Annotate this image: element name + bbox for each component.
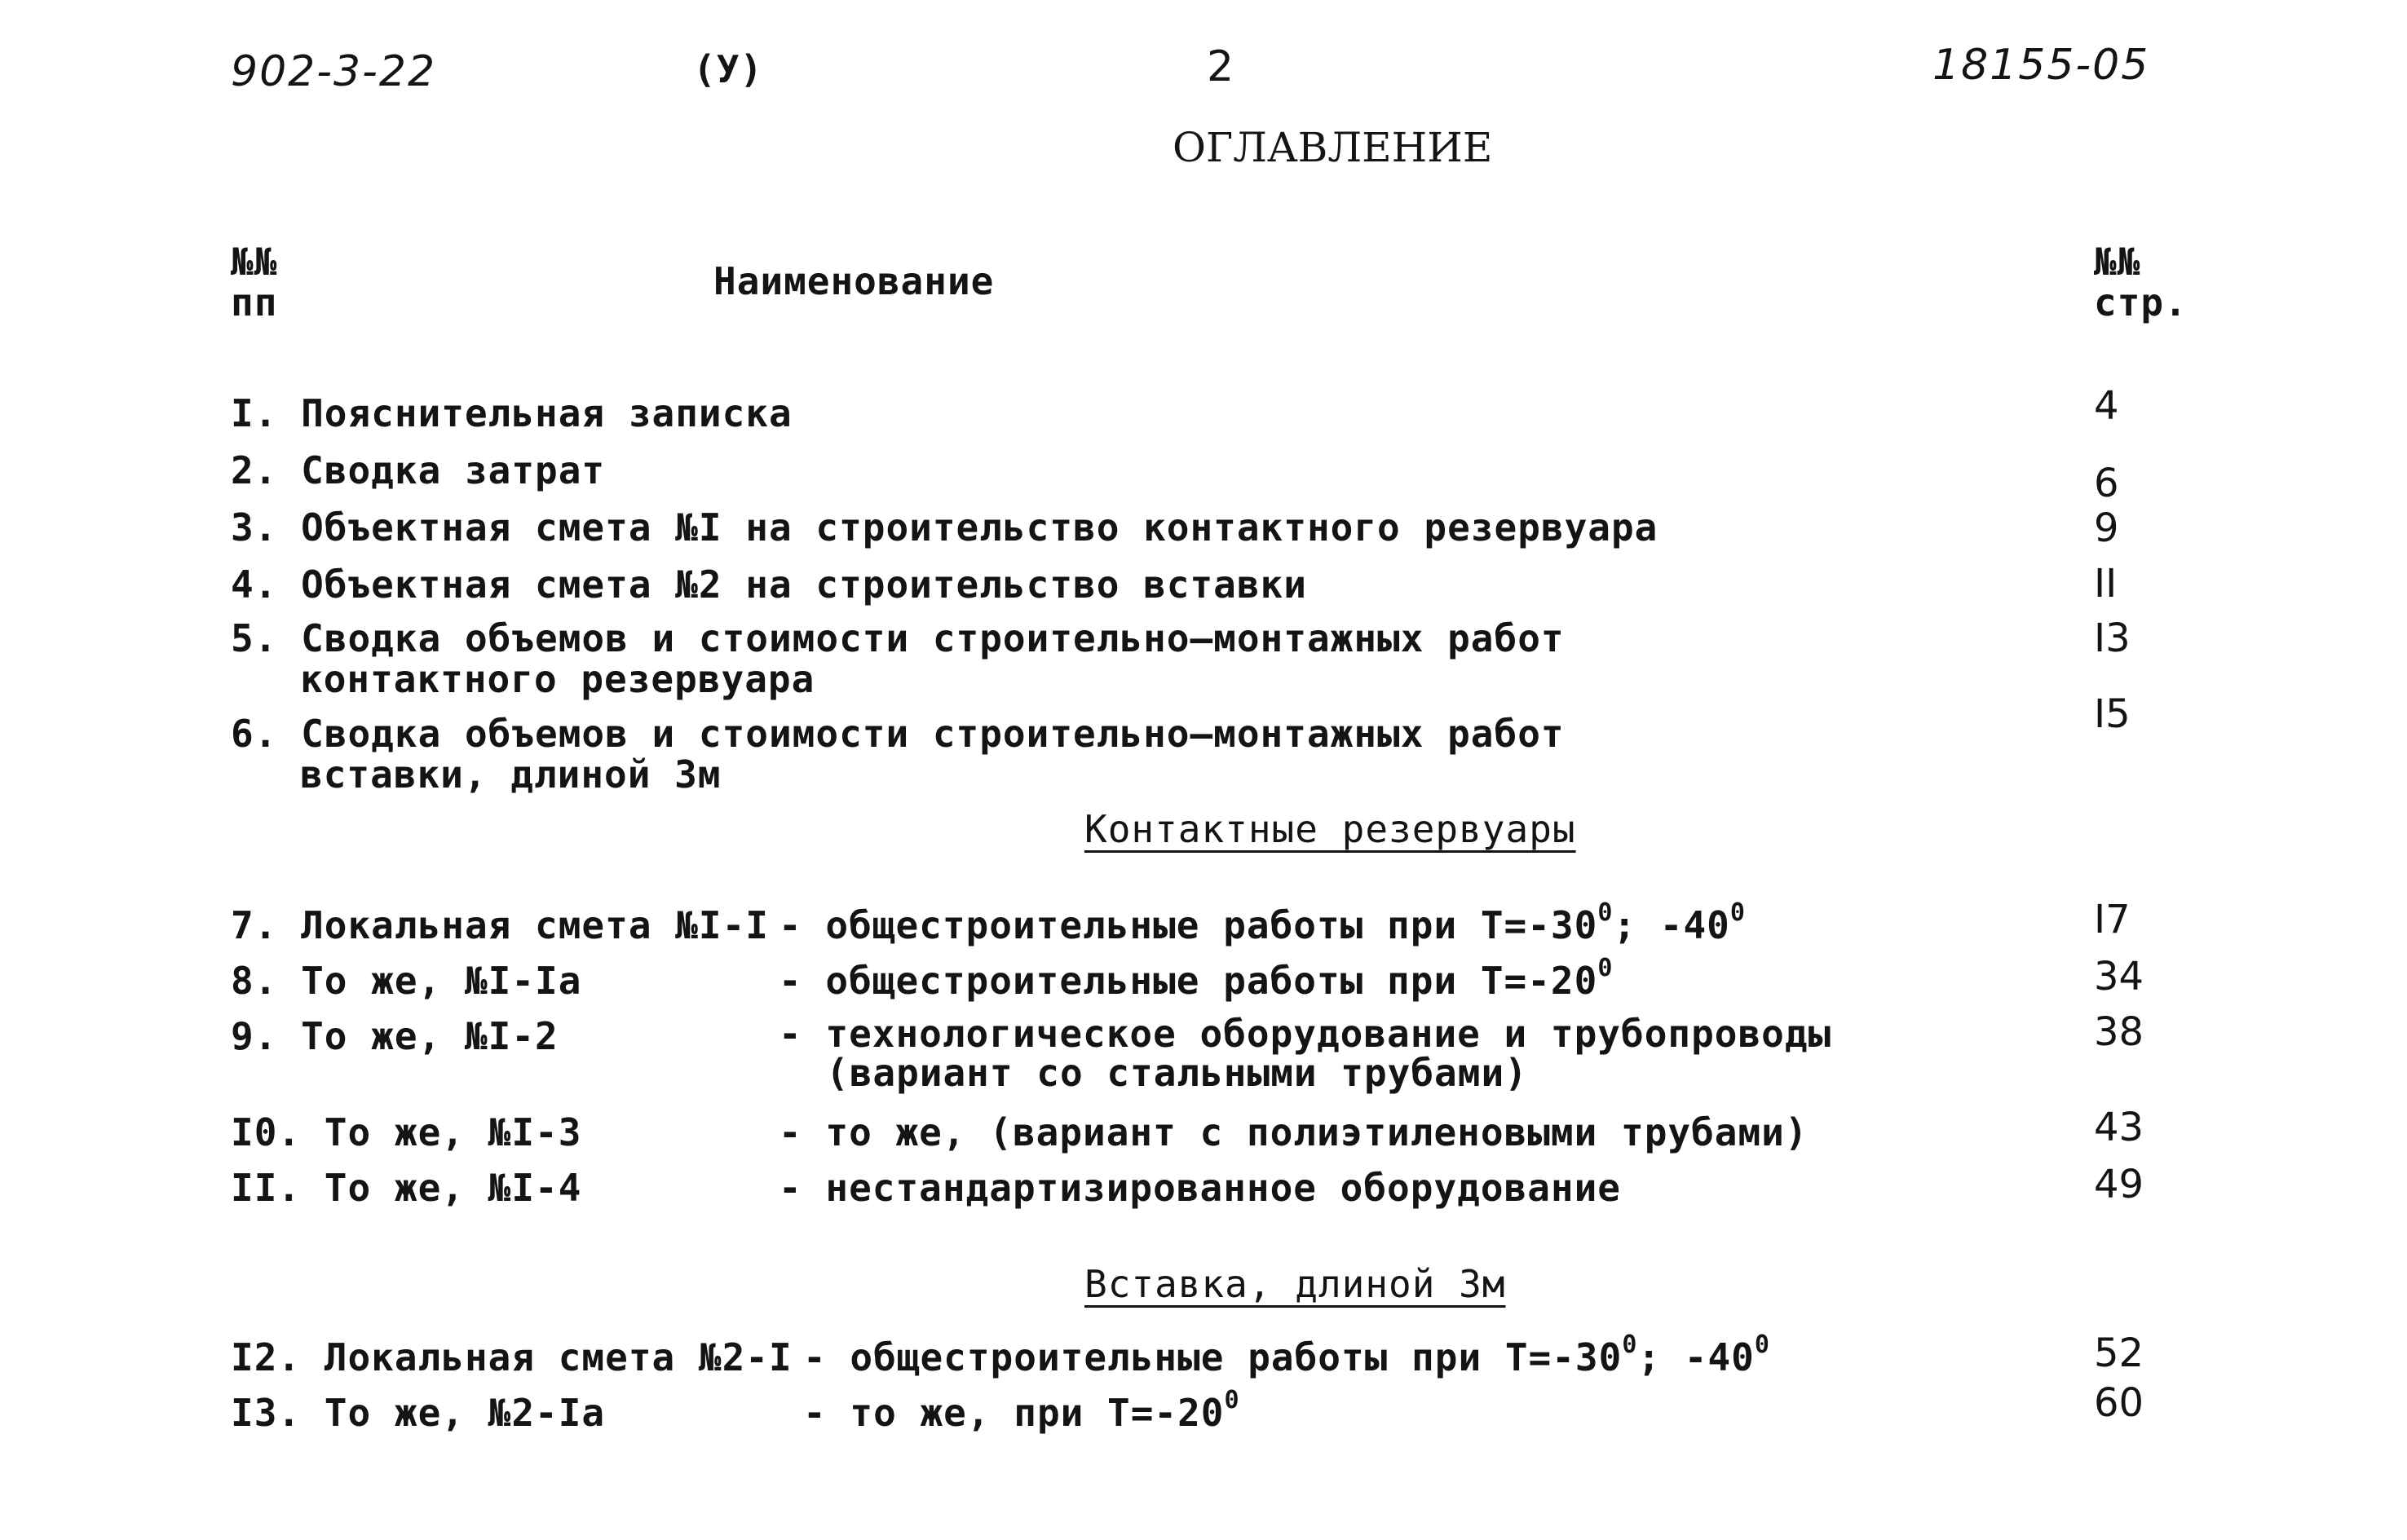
entry-number: I2. [231, 1335, 302, 1379]
toc-entry [231, 713, 1565, 795]
toc-entry [231, 1014, 559, 1058]
page-title: ОГЛАВЛЕНИЕ [1173, 124, 1493, 171]
toc-entry [231, 959, 581, 1003]
document-mark: (У) [693, 47, 764, 91]
degree-mark: 0 [1597, 898, 1614, 927]
toc-entry [231, 1110, 581, 1154]
document-code: 902-3-22 [231, 47, 437, 96]
entry-number: 6. [231, 712, 278, 756]
entry-title: Сводка объемов и стоимости строительно–монтажных работ [301, 616, 1565, 660]
entry-page: 6 [2094, 461, 2119, 506]
toc-entry [231, 505, 1658, 549]
entry-page: 49 [2094, 1162, 2144, 1207]
entry-reference: То же, №I-3 [324, 1110, 582, 1154]
degree-mark: 0 [1754, 1330, 1770, 1359]
entry-reference: То же, №2-Iа [324, 1391, 606, 1435]
entry-description-text: - общестроительные работы при Т=-30 [779, 903, 1598, 947]
entry-number: 8. [231, 959, 278, 1003]
entry-description-continuation: (вариант со стальными трубами) [826, 1051, 1528, 1095]
toc-entry [231, 448, 605, 492]
entry-description-tail: ; -40 [1637, 1335, 1755, 1379]
entry-page: II [2094, 561, 2118, 607]
archive-number: 18155-05 [1932, 41, 2150, 90]
entry-description-text: - технологическое оборудование и трубопроводы [779, 1012, 1832, 1056]
column-header-number-line1: №№ [231, 240, 278, 284]
toc-entry [231, 391, 793, 435]
toc-entry [231, 1335, 793, 1379]
entry-description [779, 1012, 1832, 1095]
entry-reference: Локальная смета №I-I [301, 903, 769, 947]
entry-number: II. [231, 1166, 302, 1210]
entry-page: 38 [2094, 1009, 2144, 1055]
degree-mark: 0 [1729, 898, 1746, 927]
entry-number: 5. [231, 616, 278, 660]
toc-entry [231, 563, 1307, 607]
column-header-page-line2: стр. [2094, 280, 2188, 324]
entry-page: 60 [2094, 1380, 2144, 1426]
entry-number: 9. [231, 1014, 278, 1058]
entry-description [803, 1330, 1770, 1379]
entry-description-text: - то же, при Т=-20 [803, 1391, 1225, 1435]
entry-description-text: - нестандартизированное оборудование [779, 1166, 1621, 1210]
entry-description-tail: ; -40 [1613, 903, 1730, 947]
column-header-number-line2: пп [231, 280, 278, 324]
entry-description [779, 1110, 1809, 1154]
entry-title-continuation: вставки, длиной 3м [300, 752, 722, 796]
entry-description-text: - то же, (вариант с полиэтиленовыми трубами) [779, 1110, 1809, 1154]
column-header-page-line1: №№ [2094, 240, 2141, 284]
entry-number: 2. [231, 448, 278, 492]
entry-page: I3 [2094, 616, 2131, 661]
entry-page: 52 [2094, 1330, 2144, 1376]
entry-number: I0. [231, 1110, 302, 1154]
entry-title: Объектная смета №2 на строительство вставки [301, 563, 1307, 607]
column-header-number [231, 241, 277, 323]
toc-entry [231, 1166, 581, 1210]
entry-description [779, 1166, 1621, 1210]
section-heading: Вставка, длиной 3м [1084, 1262, 1506, 1306]
entry-description-text: - общестроительные работы при Т=-30 [803, 1335, 1623, 1379]
degree-mark: 0 [1597, 954, 1614, 982]
entry-reference: То же, №I-4 [324, 1166, 582, 1210]
entry-number: I3. [231, 1391, 302, 1435]
entry-reference: То же, №I-2 [301, 1014, 559, 1058]
entry-page: I7 [2094, 897, 2131, 942]
entry-page: 34 [2094, 954, 2144, 999]
entry-number: 3. [231, 505, 278, 549]
entry-page: I5 [2094, 691, 2131, 737]
entry-title-continuation: контактного резервуара [300, 657, 815, 701]
entry-description [779, 898, 1746, 947]
page-number: 2 [1207, 42, 1236, 91]
entry-number: 4. [231, 563, 278, 607]
entry-title: Объектная смета №I на строительство контактного резервуара [301, 505, 1658, 549]
entry-description [803, 1386, 1240, 1435]
entry-number: 7. [231, 903, 278, 947]
entry-title: Сводка объемов и стоимости строительно–монтажных работ [301, 712, 1565, 756]
toc-entry [231, 618, 1565, 699]
section-heading: Контактные резервуары [1084, 807, 1576, 851]
entry-page: 43 [2094, 1105, 2144, 1150]
toc-entry [231, 1391, 605, 1435]
entry-reference: То же, №I-Iа [301, 959, 582, 1003]
entry-description [779, 954, 1614, 1003]
entry-page: 4 [2094, 383, 2119, 429]
entry-number: I. [231, 391, 278, 435]
toc-entry [231, 903, 769, 947]
column-header-page [2094, 241, 2188, 323]
entry-title: Пояснительная записка [301, 391, 793, 435]
degree-mark: 0 [1622, 1330, 1638, 1359]
entry-description-text: - общестроительные работы при Т=-20 [779, 959, 1598, 1003]
entry-title: Сводка затрат [301, 448, 606, 492]
entry-reference: Локальная смета №2-I [324, 1335, 793, 1379]
column-header-name: Наименование [713, 259, 995, 303]
degree-mark: 0 [1224, 1386, 1240, 1414]
entry-page: 9 [2094, 505, 2119, 551]
